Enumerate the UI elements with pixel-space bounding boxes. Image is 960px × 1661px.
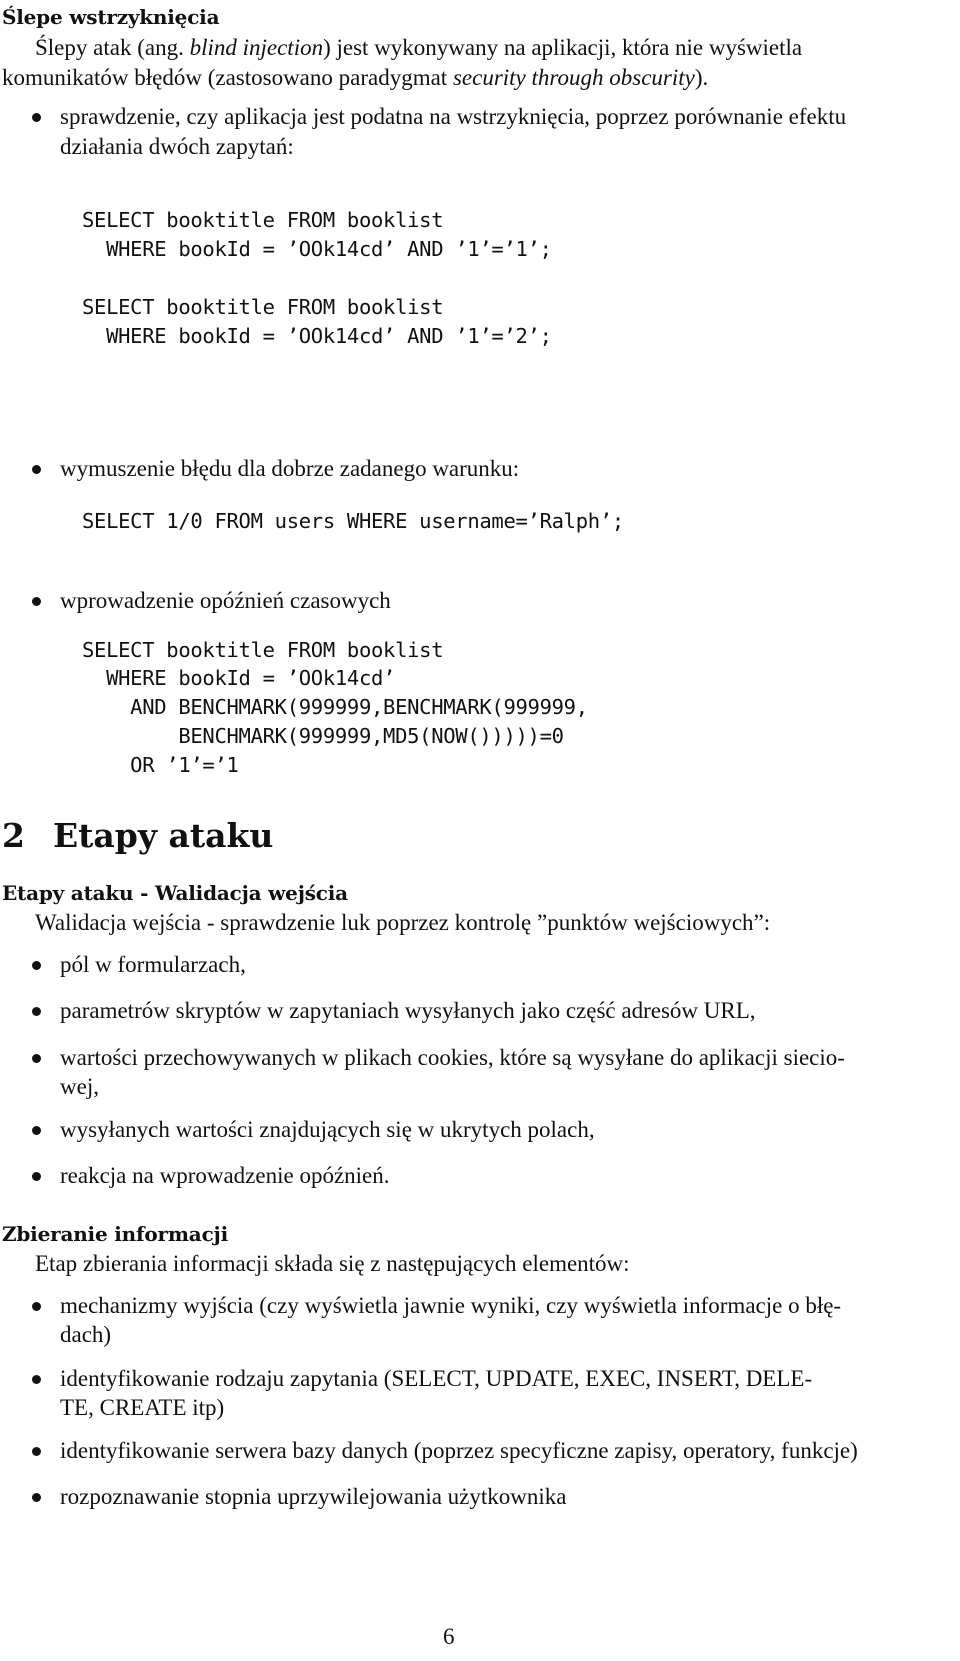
bullet-icon xyxy=(32,961,41,970)
code-line: SELECT booktitle FROM booklist xyxy=(82,208,444,232)
section-number: 2 xyxy=(2,816,25,855)
gathering-item: identyfikowanie rodzaju zapytania (SELECT, UPDATE, EXEC, INSERT, DELE- xyxy=(60,1366,813,1391)
bullet-icon xyxy=(32,1375,41,1384)
code-line: SELECT booktitle FROM booklist xyxy=(82,295,444,319)
bullet-icon xyxy=(32,1126,41,1135)
code-line: WHERE bookId = ’OOk14cd’ AND ’1’=’2’; xyxy=(82,324,552,348)
validation-heading: Etapy ataku - Walidacja wejścia xyxy=(2,881,348,905)
section-title: Etapy ataku xyxy=(52,816,274,855)
bullet-icon xyxy=(32,1054,41,1063)
validation-intro: Walidacja wejścia - sprawdzenie luk poprzez kontrolę ”punktów wejściowych”: xyxy=(35,910,771,935)
code-line: WHERE bookId = ’OOk14cd’ AND ’1’=’1’; xyxy=(82,237,552,261)
gathering-intro: Etap zbierania informacji składa się z następujących elementów: xyxy=(35,1251,630,1276)
blind-injection-term: blind injection xyxy=(189,35,324,60)
validation-item: parametrów skryptów w zapytaniach wysyłanych jako część adresów URL, xyxy=(60,998,756,1023)
bullet-compare-queries-line-1: sprawdzenie, czy aplikacja jest podatna na wstrzyknięcia, poprzez porównanie efektu xyxy=(60,104,847,129)
bullet-icon xyxy=(32,1302,41,1311)
blind-intro-line-2 xyxy=(2,63,708,93)
code-line: BENCHMARK(999999,MD5(NOW()))))=0 xyxy=(82,724,564,748)
validation-item-continuation: wej, xyxy=(60,1074,99,1099)
bullet-icon xyxy=(32,597,41,606)
gathering-heading: Zbieranie informacji xyxy=(2,1222,228,1246)
validation-item: wartości przechowywanych w plikach cookies, które są wysyłane do aplikacji siecio- xyxy=(60,1045,845,1070)
gathering-item: rozpoznawanie stopnia uprzywilejowania użytkownika xyxy=(60,1484,567,1509)
validation-item: wysyłanych wartości znajdujących się w ukrytych polach, xyxy=(60,1117,595,1142)
gathering-item: mechanizmy wyjścia (czy wyświetla jawnie wyniki, czy wyświetla informacje o błę- xyxy=(60,1293,842,1318)
validation-item: reakcja na wprowadzenie opóźnień. xyxy=(60,1163,390,1188)
section-heading xyxy=(2,816,273,856)
blind-intro-text: ) jest wykonywany na aplikacji, która nie wyświetla xyxy=(323,35,803,60)
bullet-icon xyxy=(32,1172,41,1181)
bullet-compare-queries-line-2: działania dwóch zapytań: xyxy=(60,134,294,159)
gathering-item-continuation: dach) xyxy=(60,1322,112,1347)
code-line: WHERE bookId = ’OOk14cd’ xyxy=(82,666,396,690)
code-line: OR ’1’=’1 xyxy=(82,753,239,777)
page-number: 6 xyxy=(443,1624,455,1649)
blind-intro-text: komunikatów błędów (zastosowano paradygmat xyxy=(2,65,453,90)
bullet-force-error: wymuszenie błędu dla dobrze zadanego warunku: xyxy=(60,456,520,481)
blind-injection-heading: Ślepe wstrzyknięcia xyxy=(2,5,220,29)
code-line: AND BENCHMARK(999999,BENCHMARK(999999, xyxy=(82,695,588,719)
bullet-icon xyxy=(32,1007,41,1016)
blind-intro-text: ). xyxy=(694,65,709,90)
gathering-item: identyfikowanie serwera bazy danych (poprzez specyficzne zapisy, operatory, funkcje) xyxy=(60,1438,858,1463)
blind-intro-text: Ślepy atak (ang. xyxy=(35,35,190,60)
bullet-time-delays: wprowadzenie opóźnień czasowych xyxy=(60,588,391,613)
validation-item: pól w formularzach, xyxy=(60,952,246,977)
code-line: SELECT 1/0 FROM users WHERE username=’Ralph’; xyxy=(82,509,624,533)
bullet-icon xyxy=(32,113,41,122)
bullet-icon xyxy=(32,1447,41,1456)
code-line: SELECT booktitle FROM booklist xyxy=(82,638,444,662)
bullet-icon xyxy=(32,1493,41,1502)
bullet-icon xyxy=(32,465,41,474)
gathering-item-continuation: TE, CREATE itp) xyxy=(60,1395,225,1420)
security-through-obscurity-term: security through obscurity xyxy=(452,65,695,90)
blind-intro-line-1 xyxy=(35,33,802,63)
